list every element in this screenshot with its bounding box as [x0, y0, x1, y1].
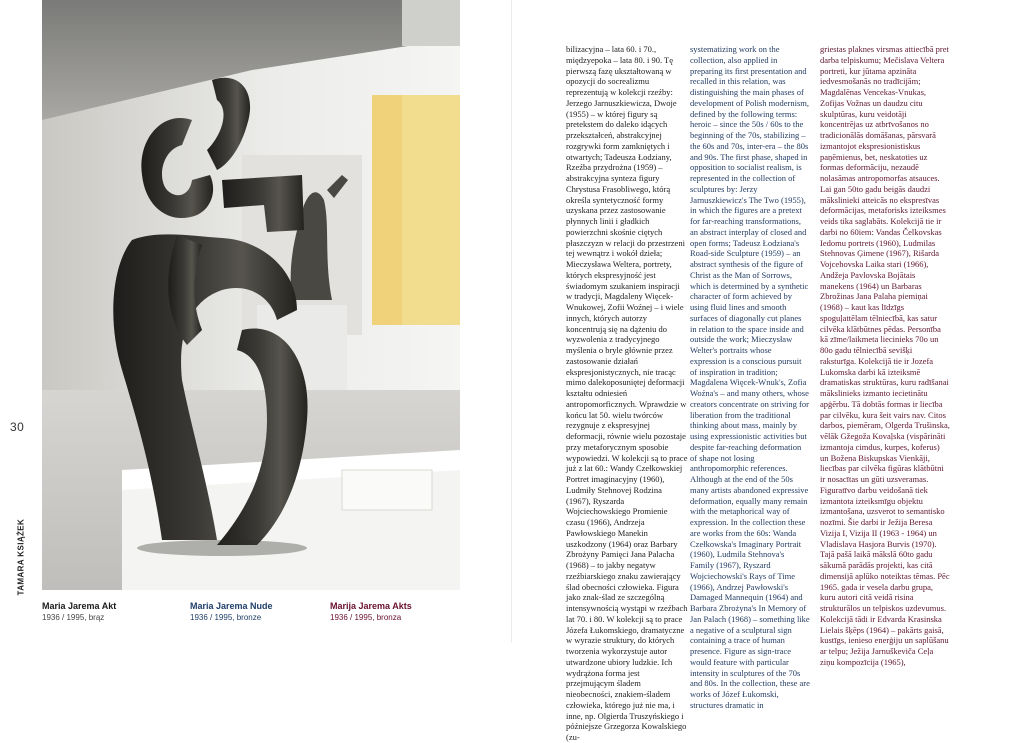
left-page — [0, 0, 512, 643]
sculpture-photo — [42, 0, 460, 590]
paragraph-english: systematizing work on the collection, also applied in preparing its first presentation and recalled in this relation, was distinguishing the main phases of development of Polish modernism, defined by the following terms: heroic – since the 50s / 60s to the beginning of the 70s, stabilizing – the 60s and 70s, inter-era – the 80s and 90s. The first phase, shaped in opposition to socialist realism, is represented in the collection of sculptures by: Jerzy Jarnuszkiewicz's The Two (1955), in which the figures are a pretext for far-reaching transformations, an abstract interplay of closed and open forms; Tadeusz Łodziana's Road-side Sculpture (1959) – an abstract synthesis of the figure of Christ as the Man of Sorrows, which is determined by a synthetic character of form achieved by using fluid lines and smooth surfaces of diagonally cut planes in relation to the space inside and outside the work; Mieczysław Welter's portraits whose expression is a conscious pursuit of inspiration in tradition; Magdalena Więcek-Wnuk's, Zofia Woźna's – and many others, whose creators concentrate on striving for liberation from the traditional thinking about mass, mainly by using expressionistic activities but despite far-reaching deformation of shape not losing anthropomorphic references. Although at the end of the 50s many artists abandoned expressive deformation, equally many remain with the metaphorical way of expression. In the collection these are works from the 60s: Wanda Czełkowska's Imaginary Portrait (1960), Ludmila Stehnova's Family (1967), Ryszard Wojciechowski's Rays of Time (1966), Andrzej Pawłowski's Damaged Mannequin (1964) and Barbara Zbrożyna's In Memory of Jan Palach (1968) – something like a negative of a sculptural sign containing a trace of human presence. Figure as sign-trace would feature with particular intensity in sculptures of the 70s and 80s. In the collection, these are works of Józef Łukomski, structures dramatic in — [690, 44, 810, 710]
caption-title: Marija Jarema Akts — [330, 601, 412, 611]
caption-title: Maria Jarema Nude — [190, 601, 273, 611]
caption-meta: 1936 / 1995, bronza — [330, 613, 402, 622]
paragraph-latvian: griestas plaknes virsmas attiecībā pret darba telpiskumu; Mečislava Veltera portreti, kur jūtama apzināta iedvesmošanās no tradīcijām; Magdalēnas Vencekas-Vnukas, Zofijas Vožnas un daudzu citu skulptūras, kuru veidotāji koncentrējas uz atbrīvošanos no tradicionālās domāšanas, pārsvarā izmantojot ekspresionistiskus paņēmienus, bet, neskatoties uz formas deformāciju, nezaudē nolasāmas antropomorfas atsauces. Lai gan 50to gadu beigās daudzi mākslinieki atteicās no ekspresīvas deformācijas, metaforisks izteiksmes veids tika saglabāts. Kolekcijā tie ir darbi no 60iem: Vandas Čelkovskas Iedomu portrets (1960), Ludmilas Stehnovas Ģimene (1967), Rišarda Vojcehovska Laika stari (1966), Andžeja Pavlovska Bojātais manekens (1964) un Barbaras Zbrožinas Jana Palaha piemiņai (1968) – kaut kas līdzīgs spoguļattēlam tēlniecībā, kas satur cilvēka klātbūtnes pēdas. Personība kā zīme/laikmeta liecinieks 70o un 80o gadu tēlniecībā sevišķi raksturīga. Kolekcijā tie ir Jozefa Lukomska darbi kā izteiksmē dramatiskas struktūras, kuru radīšanai mākslinieks izmanto iecietinātu apģērbu. Tā dobtās formas ir liecība par cilvēku, kura šeit vairs nav. Citos darbos, piemēram, Olgerda Trušinska, vēlāk Gžegoža Kovaļska (vispārināti izmantoja cimdus, kurpes, koferus) un Božena Biskupskas Vienkāji, liecības par cilvēka figūras klātbūtni ir nosacītas un gūti uzsveramas. Figuratīvo darbu veidošanā tiek izmantota izteiksmīgu objektu izmantošana, uzsverot to semantisko nozīmi. Šie darbi ir Ježija Beresa Vizija I, Vizija II (1963 - 1964) un Vladislava Hasjora Burvis (1970). Tajā pašā laikā mākslā 60to gadu sākumā parādās projekti, kas citā dimensijā aplūko noteiktas tēmas. Pēc 1965. gada ir vesela darbu grupa, kuru autori citā veidā risina strukturālos un telpiskos uzdevumus. Kolekcijā tādi ir Edvarda Krasinska Lielais šķēps (1964) – pakārts gaisā, kustīgs, ienieso enerģiju un saplūšanu ar telpu; Ježija Jarnuškeviča Ceļa ziņu kompozīcija (1965), — [820, 44, 950, 667]
text-column-latvian — [820, 44, 950, 667]
caption-meta: 1936 / 1995, bronze — [190, 613, 262, 622]
author-name: TAMARA KSIĄŻEK — [16, 518, 26, 596]
caption-polish — [42, 600, 116, 624]
caption-title: Maria Jarema Akt — [42, 601, 117, 611]
author-label — [10, 510, 26, 600]
caption-latvian — [330, 600, 412, 624]
caption-english — [190, 600, 273, 624]
caption-meta: 1936 / 1995, brąz — [42, 613, 105, 622]
text-column-english — [690, 44, 810, 710]
text-column-polish — [566, 44, 688, 742]
page-number: 30 — [10, 420, 25, 434]
sculpture-image — [42, 0, 460, 590]
paragraph-polish: bilizacyjna – lata 60. i 70., międzyepoka – lata 80. i 90. Tę pierwszą fazę ukształtowaną w opozycji do socrealizmu reprezentują w kolekcji rzeźby: Jerzego Jarnuszkiewicza, Dwoje (1955) – w której figury są pretekstem do daleko idących przekształceń, abstrakcyjnej rozgrywki form zamkniętych i otwartych; Tadeusza Łodziany, Rzeźba przydrożna (1959) – abstrakcyjna synteza figury Chrystusa Frasobliwego, którą określa syntetyczność formy uzyskana przez zastosowanie płynnych linii i gładkich powierzchni skośnie ciętych płaszczyzn w relacji do przestrzeni tej wewnątrz i wokół dzieła; Mieczysława Weltera, portrety, których ekspresyjność jest świadomym szukaniem inspiracji w tradycji, Magdaleny Więcek-Wnukowej, Zofii Woźnej – i wiele innych, których autorzy koncentrują się na dążeniu do wyzwolenia z tradycyjnego myślenia o bryle głównie przez zastosowanie działań ekspresjonistycznych, nie tracąc mimo dalekoposuniętej deformacji kształtu odniesień antropomorficznych. Wprawdzie w końcu lat 50. wielu twórców rezygnuje z ekspresyjnej deformacji, równie wielu pozostaje przy metaforycznym sposobie wypowiedzi. W kolekcji są to prace już z lat 60.: Wandy Czełkowskiej Portret imaginacyjny (1960), Ludmiły Stehnovej Rodzina (1967), Ryszarda Wojciechowskiego Promienie czasu (1966), Andrzeja Pawłowskiego Manekin uszkodzony (1964) oraz Barbary Zbrożyny Pamięci Jana Palacha (1968) – to jakby negatyw rzeźbiarskiego znaku zawierający ślad obecności człowieka. Figura jako znak-ślad ze szczególną intensywnością wystąpi w rzeźbach lat 70. i 80. W kolekcji są to prace Józefa Łukomskiego, dramatyczne w wyrazie struktury, do których tworzenia wykorzystuje autor utwardzone ubiory ludzkie. Ich wydrążona forma jest przejmującym śladem nieobecności, znakiem-śladem człowieka, którego już nie ma, i inne, np. Olgierda Truszyńskiego i późniejsze Grzegorza Kowalskiego (zu- — [566, 44, 688, 742]
